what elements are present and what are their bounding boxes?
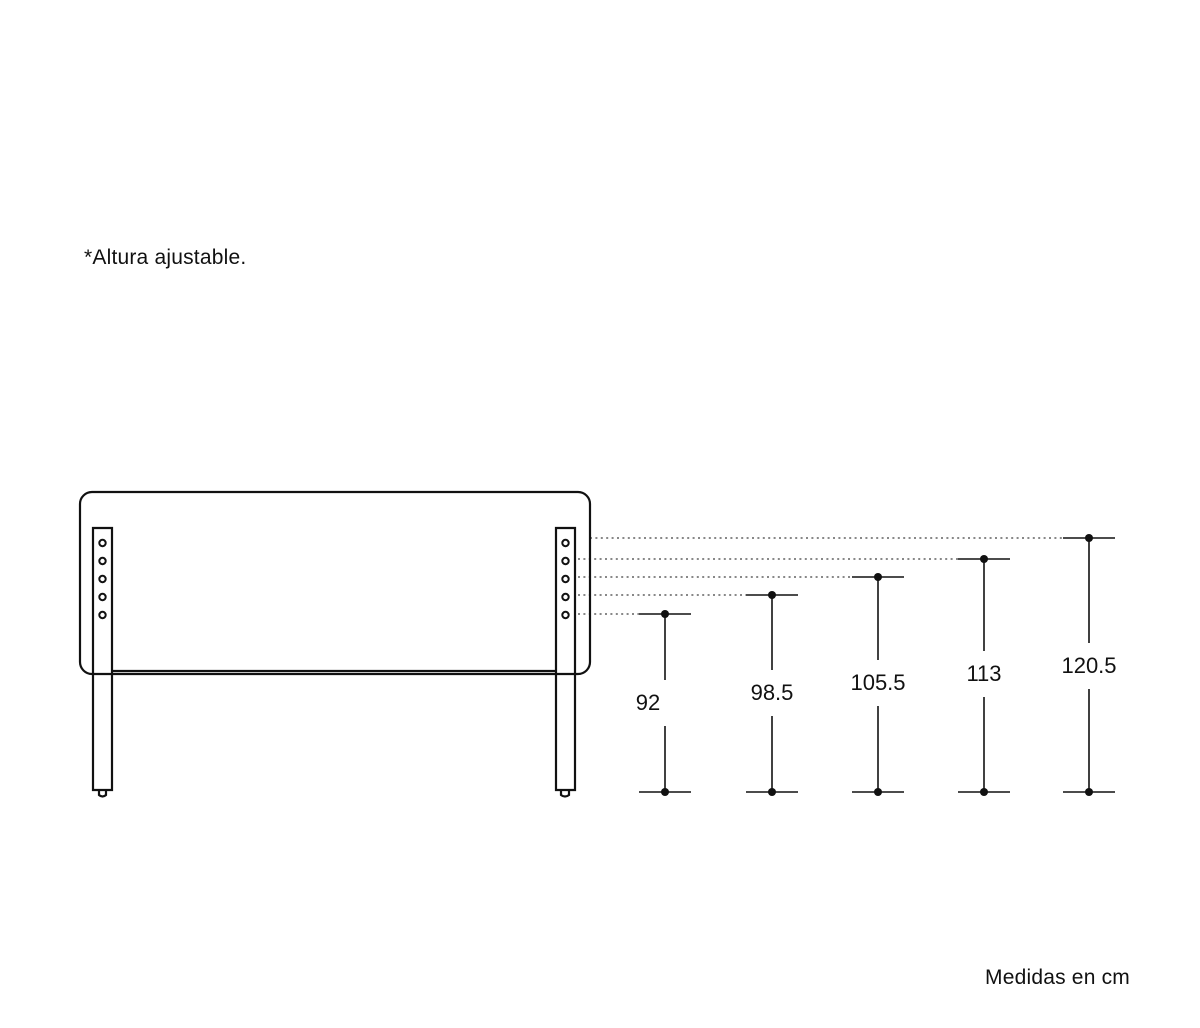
adjustable-height-note: *Altura ajustable. xyxy=(84,246,247,269)
headboard-right-post xyxy=(556,528,575,797)
dimension-92 xyxy=(636,610,691,796)
dimension-label-98-5: 98.5 xyxy=(750,680,794,705)
dimension-label-92: 92 xyxy=(635,690,661,715)
dimension-label-120-5: 120.5 xyxy=(1061,653,1117,678)
dimension-120-5 xyxy=(1061,534,1116,796)
dimension-98-5 xyxy=(746,591,798,796)
headboard-left-post xyxy=(93,528,112,797)
units-note: Medidas en cm xyxy=(985,966,1130,989)
dimension-113 xyxy=(958,555,1010,796)
headboard-panel xyxy=(80,492,590,674)
dimension-label-105-5: 105.5 xyxy=(850,670,906,695)
right-post-holes xyxy=(562,540,568,618)
dimension-label-113: 113 xyxy=(966,661,1002,686)
dimension-105-5 xyxy=(850,573,905,796)
extension-leader-lines xyxy=(578,538,1089,614)
left-post-holes xyxy=(99,540,105,618)
